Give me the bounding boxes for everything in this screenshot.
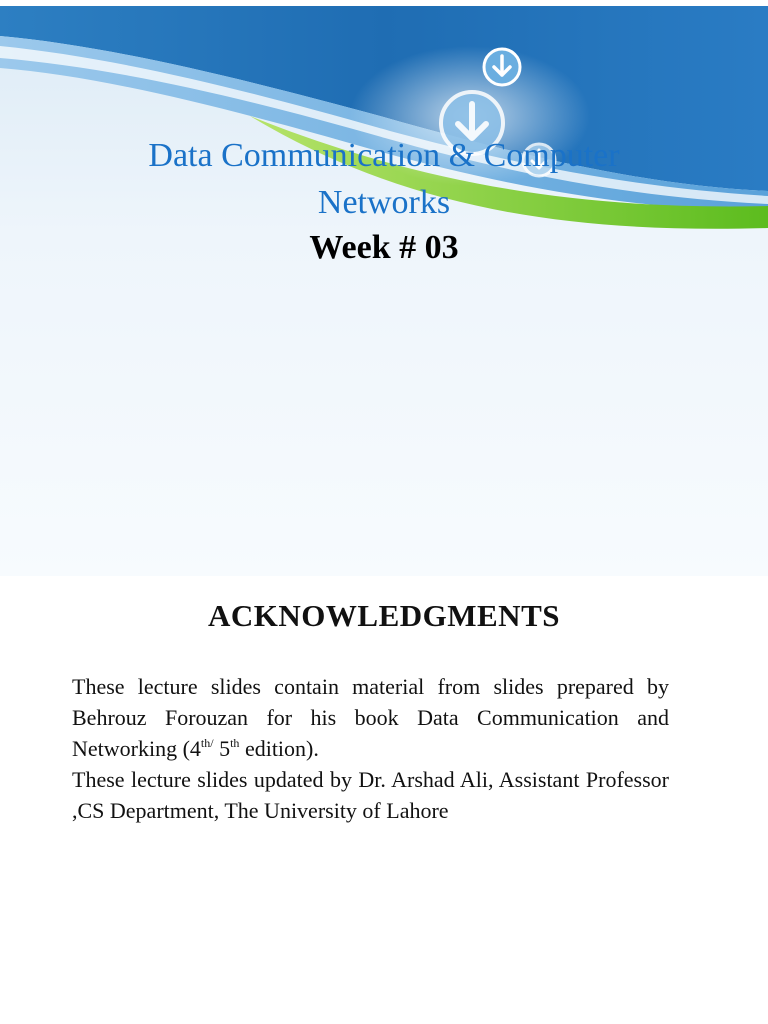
slide-title-line-2: Networks [317,184,451,221]
acknowledgments-heading: ACKNOWLEDGMENTS [208,598,560,633]
slide-title-line-1: Data Communication & Computer [148,137,620,174]
acknowledgments-paragraph-1: These lecture slides contain material from slides prepared by Behrouz Forouzan for his book Data Communication and Networking ($4^{th/}$ 5th edition). [72,674,669,761]
acknowledgments-body [72,671,669,826]
week-label: Week # 03 [309,229,459,266]
acknowledgments-paragraph-2: These lecture slides updated by Dr. Arshad Ali, Assistant Professor ,CS Department, The University of Lahore [72,767,669,823]
download-arrow-icon [481,46,523,88]
title-slide [0,6,768,576]
slide-background [0,6,768,576]
